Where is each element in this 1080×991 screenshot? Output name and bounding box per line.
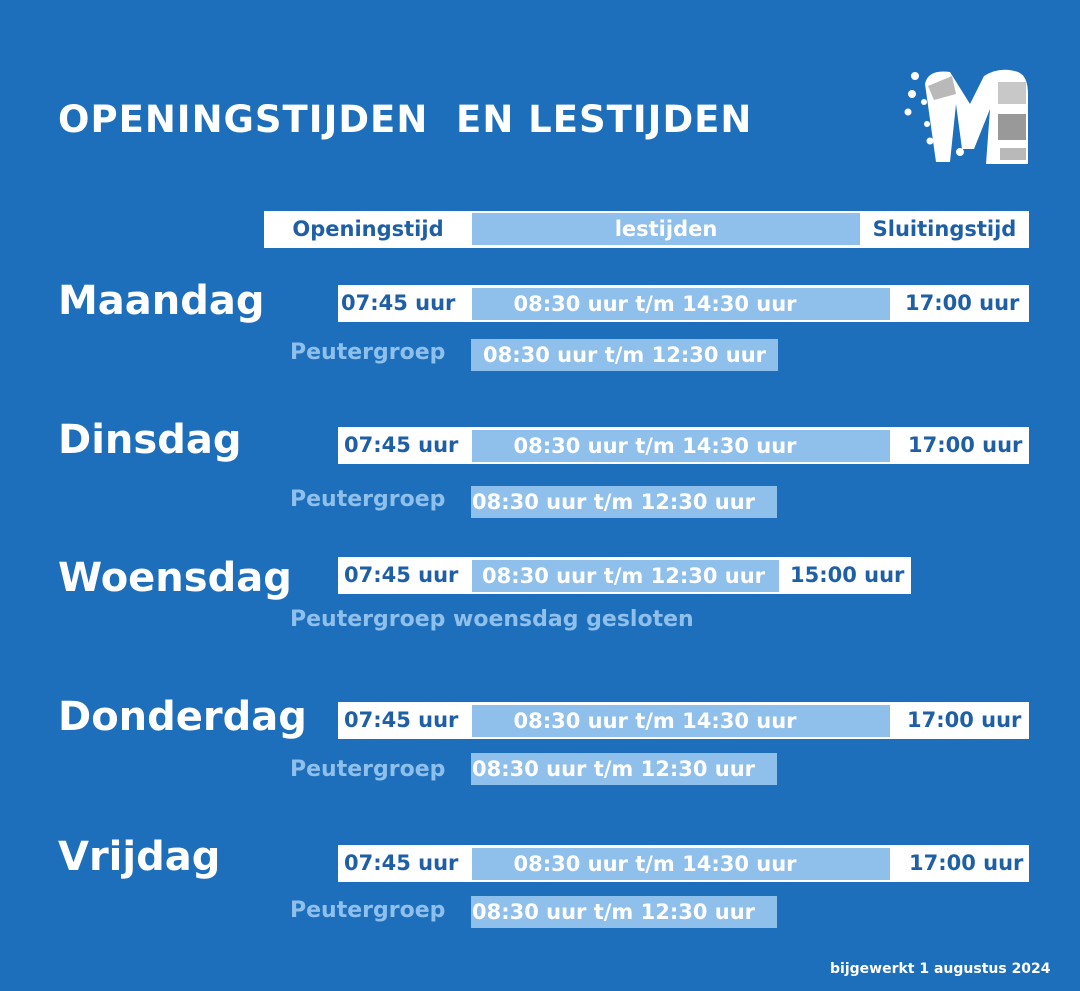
open-time-dinsdag: 07:45 uur bbox=[344, 433, 459, 457]
close-time-donderdag: 17:00 uur bbox=[907, 708, 1022, 732]
day-label-maandag: Maandag bbox=[58, 278, 265, 324]
day-label-woensdag: Woensdag bbox=[58, 555, 292, 601]
header-lestijden: lestijden bbox=[614, 217, 718, 241]
open-time-woensdag: 07:45 uur bbox=[344, 563, 459, 587]
les-time-woensdag: 08:30 uur t/m 12:30 uur bbox=[482, 564, 766, 588]
close-time-dinsdag: 17:00 uur bbox=[908, 433, 1023, 457]
peuter-note-woensdag: Peutergroep woensdag gesloten bbox=[290, 607, 694, 632]
open-time-vrijdag: 07:45 uur bbox=[344, 851, 459, 875]
updated-date: bijgewerkt 1 augustus 2024 bbox=[830, 961, 1051, 977]
header-openingstijd: Openingstijd bbox=[292, 217, 444, 241]
open-time-maandag: 07:45 uur bbox=[341, 291, 456, 315]
peuter-time-donderdag: 08:30 uur t/m 12:30 uur bbox=[472, 757, 756, 781]
close-time-woensdag: 15:00 uur bbox=[790, 563, 905, 587]
les-time-donderdag: 08:30 uur t/m 14:30 uur bbox=[513, 709, 797, 733]
school-logo-icon bbox=[900, 64, 1040, 174]
les-time-dinsdag: 08:30 uur t/m 14:30 uur bbox=[513, 434, 797, 458]
peuter-label-maandag: Peutergroep bbox=[290, 340, 446, 365]
les-time-maandag: 08:30 uur t/m 14:30 uur bbox=[513, 292, 797, 316]
peuter-time-dinsdag: 08:30 uur t/m 12:30 uur bbox=[472, 490, 756, 514]
page-title: OPENINGSTIJDEN EN LESTIJDEN bbox=[58, 98, 753, 141]
day-label-vrijdag: Vrijdag bbox=[58, 834, 221, 880]
day-label-dinsdag: Dinsdag bbox=[58, 417, 242, 463]
peuter-label-vrijdag: Peutergroep bbox=[290, 898, 446, 923]
peuter-time-maandag: 08:30 uur t/m 12:30 uur bbox=[483, 343, 767, 367]
close-time-maandag: 17:00 uur bbox=[905, 291, 1020, 315]
peuter-time-vrijdag: 08:30 uur t/m 12:30 uur bbox=[472, 900, 756, 924]
les-time-vrijdag: 08:30 uur t/m 14:30 uur bbox=[513, 852, 797, 876]
day-label-donderdag: Donderdag bbox=[58, 694, 307, 740]
peuter-label-donderdag: Peutergroep bbox=[290, 757, 446, 782]
close-time-vrijdag: 17:00 uur bbox=[909, 851, 1024, 875]
header-sluitingstijd: Sluitingstijd bbox=[872, 217, 1017, 241]
open-time-donderdag: 07:45 uur bbox=[344, 708, 459, 732]
peuter-label-dinsdag: Peutergroep bbox=[290, 487, 446, 512]
